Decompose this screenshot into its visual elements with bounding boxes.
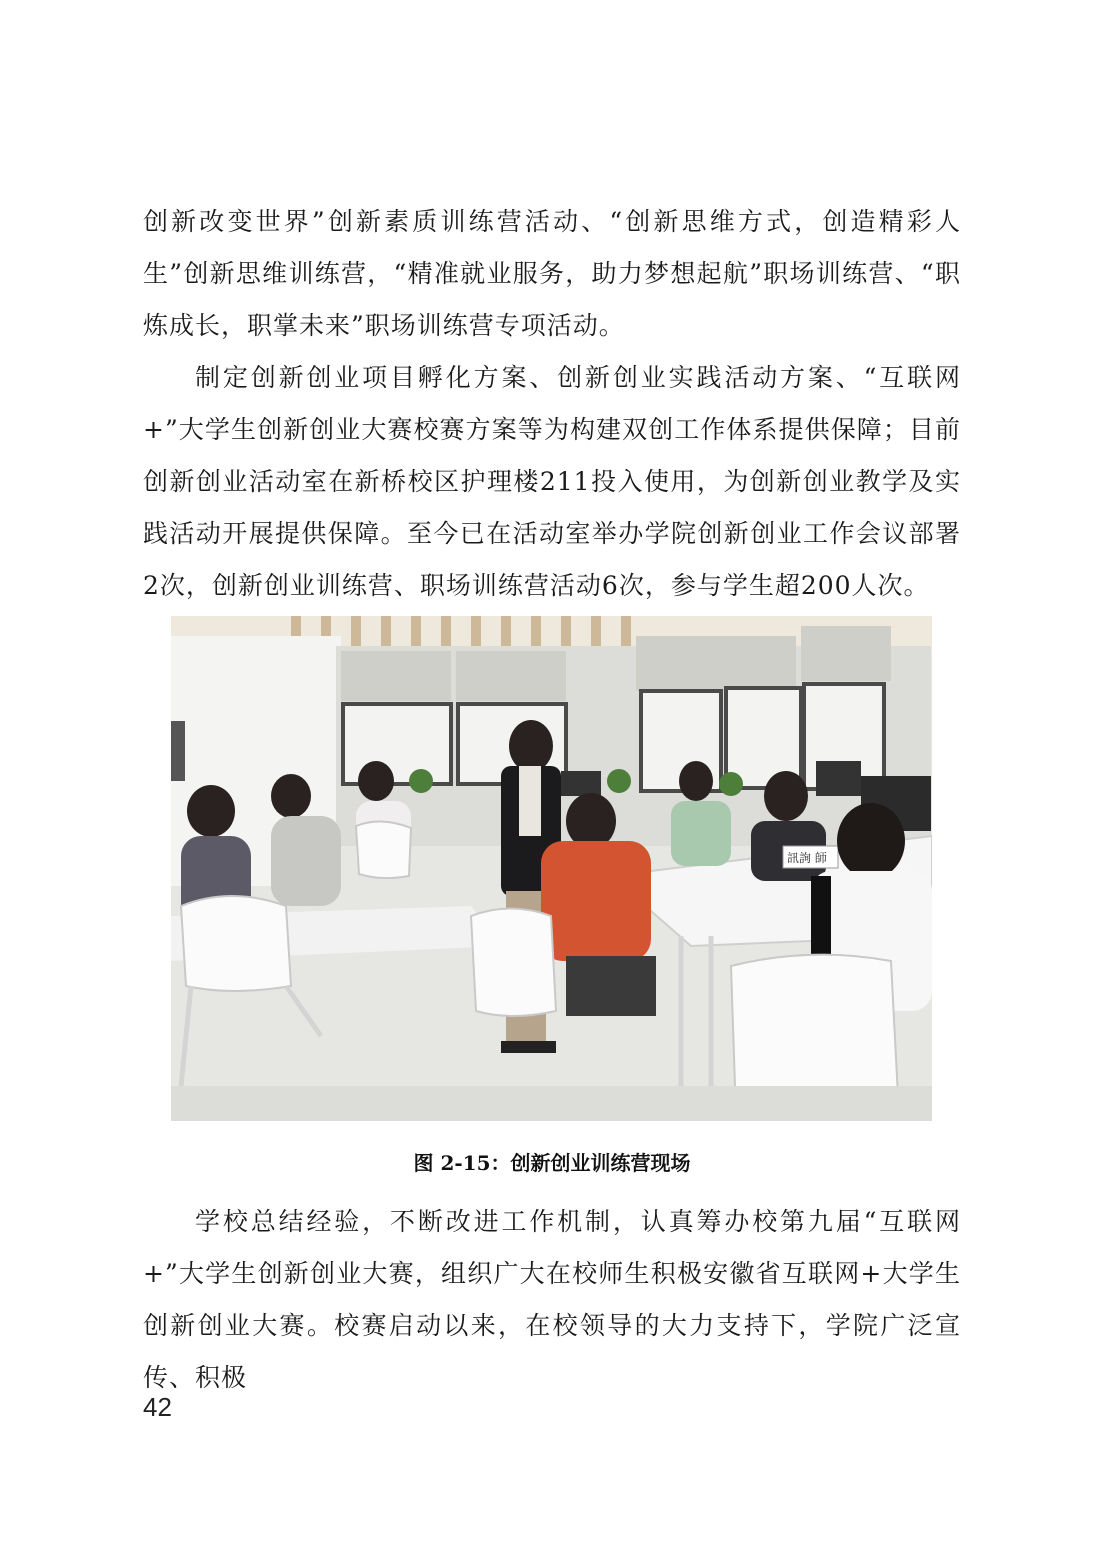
paragraph-competition: 学校总结经验，不断改进工作机制，认真筹办校第九届“互联网+”大学生创新创业大赛，组织广大在校师生积极安徽省互联网+大学生创新创业大赛。校赛启动以来，在校领导的大力支持下，学院广泛宣传、积极 (143, 1207, 961, 1392)
page-number: 42 (143, 1392, 172, 1422)
name-sign-text: 訊詢 師 (787, 851, 827, 865)
paragraph-continued: 创新改变世界”创新素质训练营活动、“创新思维方式，创造精彩人生”创新思维训练营，“精准就业服务，助力梦想起航”职场训练营、“职炼成长，职掌未来”职场训练营专项活动。 (143, 207, 961, 340)
figure-caption: 图 2-15：创新创业训练营现场 (413, 1151, 691, 1175)
training-camp-photo (171, 616, 932, 1121)
paragraph-plan: 制定创新创业项目孵化方案、创新创业实践活动方案、“互联网+”大学生创新创业大赛校赛方案等为构建双创工作体系提供保障；目前创新创业活动室在新桥校区护理楼211投入使用，为创新创业教学及实践活动开展提供保障。至今已在活动室举办学院创新创业工作会议部署2次，创新创业训练营、职场训练营活动6次，参与学生超200人次。 (143, 363, 961, 600)
